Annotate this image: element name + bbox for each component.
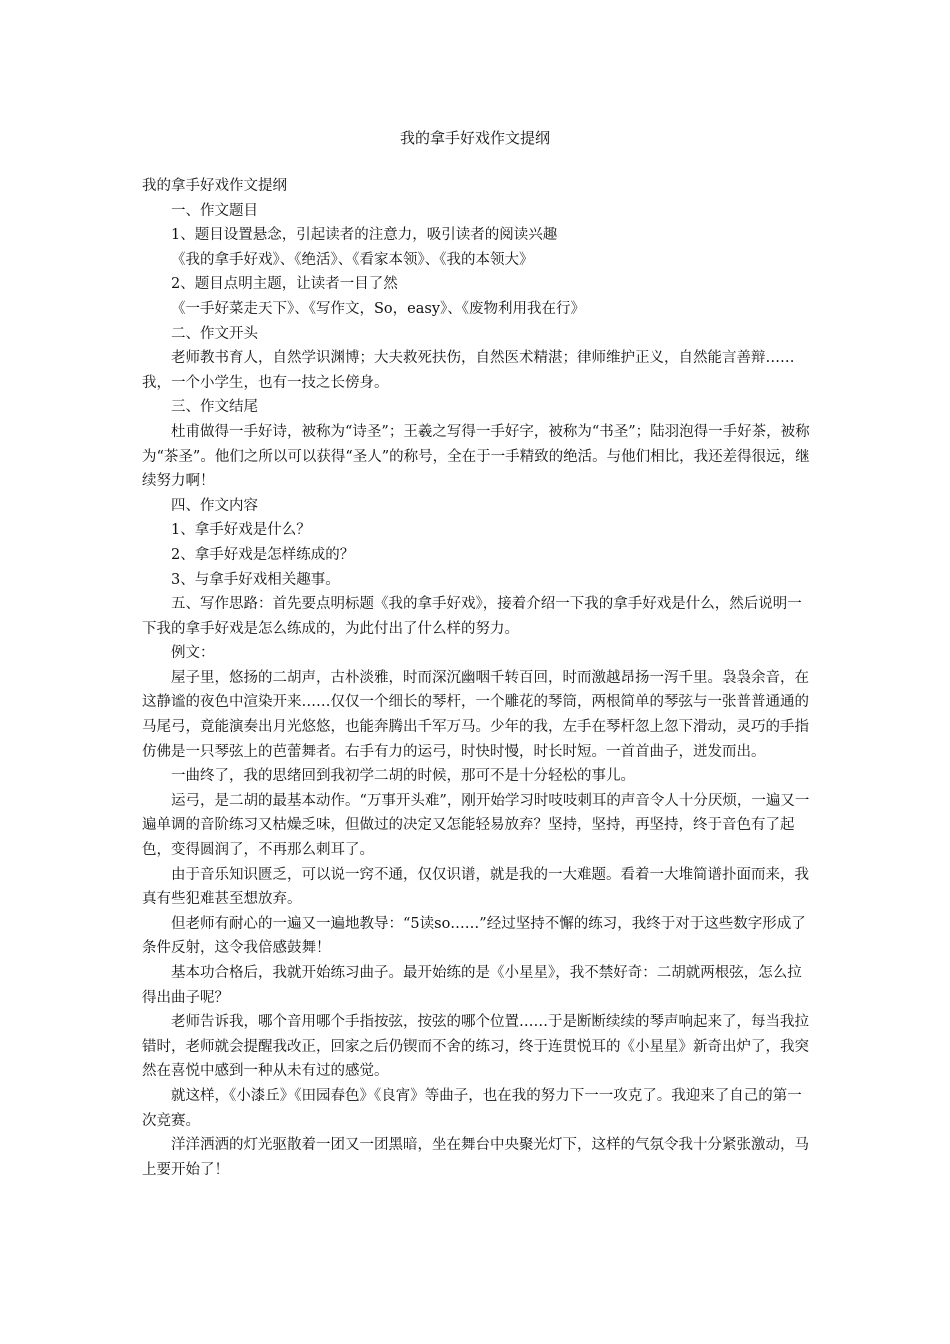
document-title: 我的拿手好戏作文提纲 [399,129,550,147]
document-paragraph: 基本功合格后，我就开始练习曲子。最开始练的是《小星星》，我不禁好奇：二胡就两根弦，怎么拉得出曲子呢？ [142,965,802,1006]
document-subtitle: 我的拿手好戏作文提纲 [142,178,287,194]
document-paragraph: 屋子里，悠扬的二胡声，古朴淡雅，时而深沉幽咽千转百回，时而激越昂扬一泻千里。袅袅余音，在这静谧的夜色中渲染开来……仅仅一个细长的琴杆，一个雕花的琴筒，两根简单的琴弦与一张普普通通的马尾弓，竟能演奏出月光悠悠，也能奔腾出千军万马。少年的我，左手在琴杆忽上忽下滑动，灵巧的手指仿佛是一只琴弦上的芭蕾舞者。右手有力的运弓，时快时慢，时长时短。一首首曲子，迸发而出。 [142,669,809,760]
document-paragraph: 三、作文结尾 [171,399,258,416]
document-paragraph: 1、题目设置悬念，引起读者的注意力，吸引读者的阅读兴趣 [171,227,558,244]
document-paragraph: 二、作文开头 [171,325,258,342]
document-paragraph: 1、拿手好戏是什么？ [171,522,311,539]
document-paragraph: 《我的拿手好戏》、《绝活》、《看家本领》、《我的本领大》 [171,251,534,268]
document-paragraph: 老师教书育人，自然学识渊博；大夫救死扶伤，自然医术精湛；律师维护正义，自然能言善辩……我，一个小学生，也有一技之长傍身。 [142,350,795,391]
document-paragraph: 老师告诉我，哪个音用哪个手指按弦，按弦的哪个位置……于是断断续续的琴声响起来了，每当我拉错时，老师就会提醒我改正，回家之后仍锲而不舍的练习，终于连贯悦耳的《小星星》新奇出炉了，我突然在喜悦中感到一种从未有过的感觉。 [142,1014,809,1080]
document-paragraph: 运弓，是二胡的最基本动作。“万事开头难”，刚开始学习时吱吱刺耳的声音令人十分厌烦，一遍又一遍单调的音阶练习又枯燥乏味，但做过的决定又怎能轻易放弃？坚持，坚持，再坚持，终于音色有了起色，变得圆润了，不再那么刺耳了。 [142,792,810,859]
document-paragraph: 例文： [171,645,215,662]
document-paragraph: 2、题目点明主题，让读者一目了然 [171,276,398,293]
document-paragraph: 洋洋洒洒的灯光驱散着一团又一团黑暗，坐在舞台中央聚光灯下，这样的气氛令我十分紧张激动，马上要开始了！ [142,1137,809,1178]
document-paragraph: 杜甫做得一手好诗，被称为“诗圣”；王羲之写得一手好字，被称为“书圣”；陆羽泡得一手好茶，被称为“茶圣”。他们之所以可以获得“圣人”的称号，全在于一手精致的绝活。与他们相比，我还差得很远，继续努力啊！ [142,423,810,490]
document-paragraph: 就这样，《小漆丘》《田园春色》《良宵》等曲子，也在我的努力下一一攻克了。我迎来了自己的第一次竞赛。 [142,1087,802,1129]
document-paragraph: 四、作文内容 [171,497,258,514]
document-paragraph: 2、拿手好戏是怎样练成的？ [171,546,355,563]
document-paragraph: 五、写作思路：首先要点明标题《我的拿手好戏》，接着介绍一下我的拿手好戏是什么，然后说明一下我的拿手好戏是怎么练成的，为此付出了什么样的努力。 [142,596,802,637]
document-paragraph: 由于音乐知识匮乏，可以说一窍不通，仅仅识谱，就是我的一大难题。看着一大堆简谱扑面而来，我真有些犯难甚至想放弃。 [142,866,809,908]
document-paragraph: 《一手好菜走天下》、《写作文，So，easy》、《废物利用我在行》 [171,300,586,317]
document-body [142,174,810,1182]
document-paragraph: 一曲终了，我的思绪回到我初学二胡的时候，那可不是十分轻松的事儿。 [171,768,635,785]
document-paragraph: 3、与拿手好戏相关趣事。 [171,571,340,588]
document-paragraph: 但老师有耐心的一遍又一遍地教导：“5读so……”经过坚持不懈的练习，我终于对于这些数字形成了条件反射，这令我倍感鼓舞！ [142,915,806,957]
document-paragraph: 一、作文题目 [171,202,258,219]
